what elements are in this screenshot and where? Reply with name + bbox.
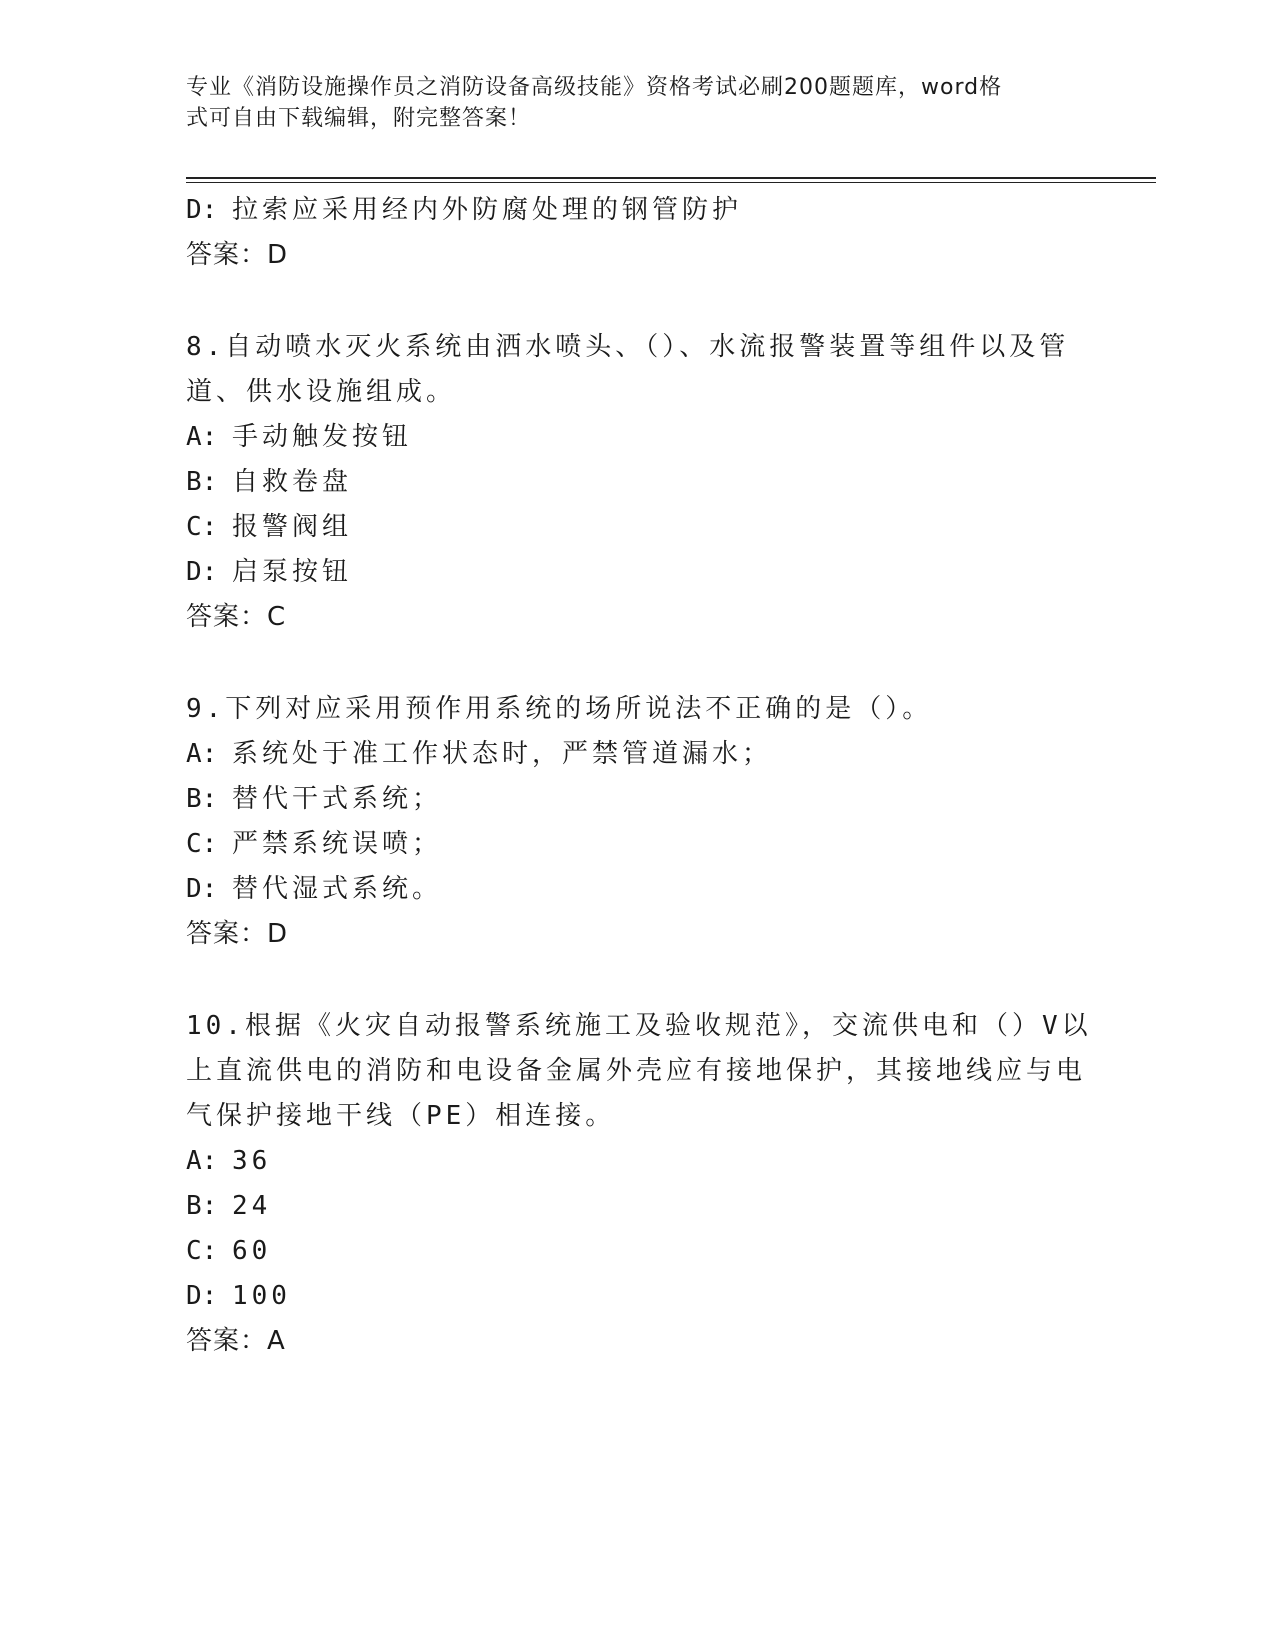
option-d: D: 拉索应采用经内外防腐处理的钢管防护 [186,188,1086,233]
option-label: D: [186,874,218,904]
option-label: A: [186,1146,218,1176]
option-d: D: 启泵按钮 [186,550,1086,595]
option-label: A: [186,422,218,452]
question-stem: 9.下列对应采用预作用系统的场所说法不正确的是（）。 [186,694,933,724]
option-label: B: [186,467,218,497]
header-line-2: 式可自由下载编辑，附完整答案！ [186,106,532,131]
option-label: D: [186,1281,218,1311]
option-d: D: 100 [186,1274,1086,1319]
question-8 [186,325,1086,640]
question-stem: 8.自动喷水灭火系统由洒水喷头、（）、水流报警装置等组件以及管 [186,332,1070,362]
option-label: D: [186,195,218,225]
question-stem: 10.根据《火灾自动报警系统施工及验收规范》，交流供电和（）V以 [186,1011,1092,1041]
header-divider-thin [186,182,1156,183]
option-b: B: 自救卷盘 [186,460,1086,505]
question-stem: 道、供水设施组成。 [186,377,457,407]
option-label: C: [186,829,218,859]
option-b: B: 24 [186,1184,1086,1229]
answer: 答案：D [186,919,289,949]
answer: 答案：D [186,240,289,270]
question-stem: 气保护接地干线（PE）相连接。 [186,1101,616,1131]
option-c: C: 严禁系统误喷； [186,822,1086,867]
option-a: A: 手动触发按钮 [186,415,1086,460]
option-label: B: [186,1191,218,1221]
option-label: A: [186,739,218,769]
question-10 [186,1004,1092,1364]
option-label: C: [186,1236,218,1266]
option-a: A: 36 [186,1139,1086,1184]
question-stem: 上直流供电的消防和电设备金属外壳应有接地保护，其接地线应与电 [186,1056,1087,1086]
header-line-1: 专业《消防设施操作员之消防设备高级技能》资格考试必刷200题题库，word格 [186,75,1003,100]
question-9 [186,687,1086,957]
option-c: C: 60 [186,1229,1086,1274]
option-d: D: 替代湿式系统。 [186,867,1086,912]
option-b: B: 替代干式系统； [186,777,1086,822]
answer: 答案：A [186,1326,286,1356]
option-label: D: [186,557,218,587]
question-list [186,188,1092,1364]
option-label: C: [186,512,218,542]
option-c: C: 报警阀组 [186,505,1086,550]
header-divider-thick [186,177,1156,179]
option-a: A: 系统处于准工作状态时，严禁管道漏水； [186,732,1086,777]
answer: 答案：C [186,602,287,632]
option-label: B: [186,784,218,814]
document-header [186,72,1066,134]
